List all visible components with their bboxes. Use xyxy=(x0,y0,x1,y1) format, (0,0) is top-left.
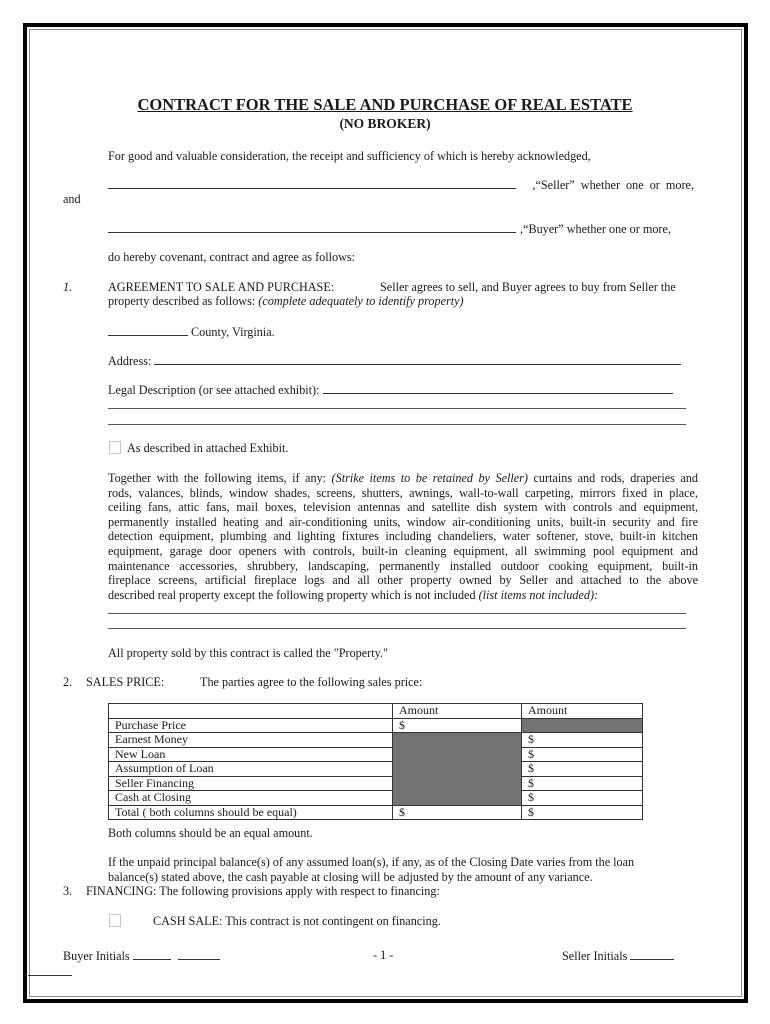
amount-cell[interactable]: $ xyxy=(522,762,643,777)
table-row xyxy=(109,733,643,748)
document-subtitle: (NO BROKER) xyxy=(339,116,431,131)
items-line xyxy=(108,471,698,486)
table-row xyxy=(109,776,643,791)
seller-initials-row xyxy=(562,948,674,964)
amount-cell[interactable]: $ xyxy=(522,733,643,748)
document-title: CONTRACT FOR THE SALE AND PURCHASE OF REAL ESTATE xyxy=(137,95,633,114)
exhibit-checkbox-label: As described in attached Exhibit. xyxy=(127,441,289,455)
seller-row xyxy=(108,177,698,193)
row-label: Seller Financing xyxy=(109,776,393,791)
table-row xyxy=(109,762,643,777)
exhibit-checkbox[interactable] xyxy=(109,441,121,454)
items-line: maintenance accessories, shrubbery, landscaping, permanently installed outdoor cooking equipment, built-in xyxy=(108,558,698,573)
address-label: Address: xyxy=(108,354,152,368)
excluded-items-line-2[interactable] xyxy=(108,628,686,629)
county-row xyxy=(108,324,275,340)
section1-text-line2-italic: (complete adequately to identify property) xyxy=(258,294,464,308)
table-row xyxy=(109,718,643,733)
buyer-name-field[interactable] xyxy=(108,221,516,233)
intro-text: For good and valuable consideration, the receipt and sufficiency of which is hereby acknowledged, xyxy=(108,149,591,163)
sales-price-table xyxy=(108,703,643,820)
cash-sale-label: CASH SALE: This contract is not contingent on financing. xyxy=(153,914,441,928)
items-last-italic: (list items not included): xyxy=(478,587,599,602)
table-header-cell: Amount xyxy=(393,704,522,719)
address-row xyxy=(108,353,681,369)
section2-number: 2. xyxy=(63,675,73,689)
items-line1-rest: curtains and rods, draperies and xyxy=(527,471,698,485)
address-field[interactable] xyxy=(154,353,681,365)
county-label: County, Virginia. xyxy=(191,325,275,339)
buyer-initials-field-1[interactable] xyxy=(133,948,171,960)
section1-heading: AGREEMENT TO SALE AND PURCHASE: xyxy=(108,280,335,294)
row-label: Total ( both columns should be equal) xyxy=(109,805,393,820)
table-header-cell: Amount xyxy=(522,704,643,719)
buyer-initials-label: Buyer Initials xyxy=(63,949,130,963)
section3-heading: FINANCING: The following provisions apply with respect to financing: xyxy=(86,884,440,898)
items-line: equipment, garage door openers with controls, built-in cleaning equipment, all swimming pool equipment and xyxy=(108,543,698,558)
row-label: Purchase Price xyxy=(109,718,393,733)
covenant-text: do hereby covenant, contract and agree as follows: xyxy=(108,250,356,264)
items-line: permanently installed heating and air-conditioning units, window air-conditioning units, built-in security and fire xyxy=(108,514,698,529)
shaded-cell xyxy=(522,718,643,733)
cash-sale-checkbox[interactable] xyxy=(109,914,121,927)
amount-cell[interactable]: $ xyxy=(393,718,522,733)
buyer-initials-field-2[interactable] xyxy=(178,948,220,960)
buyer-row xyxy=(108,221,671,237)
amount-cell[interactable]: $ xyxy=(522,776,643,791)
amount-cell[interactable]: $ xyxy=(522,791,643,806)
row-label: Assumption of Loan xyxy=(109,762,393,777)
items-line: fireplace screens, artificial fireplace logs and all other property owned by Seller and attached to the above xyxy=(108,573,698,588)
legal-description-field[interactable] xyxy=(323,382,673,394)
row-label: Cash at Closing xyxy=(109,791,393,806)
county-field[interactable] xyxy=(108,324,188,336)
amount-cell[interactable]: $ xyxy=(393,805,522,820)
excluded-items-line-1[interactable] xyxy=(108,613,686,614)
items-last-plain: described real property except the following property which is not included xyxy=(108,587,479,602)
table-row xyxy=(109,805,643,820)
row-label: Earnest Money xyxy=(109,733,393,748)
included-items-paragraph xyxy=(108,471,698,602)
variance-line-1: If the unpaid principal balance(s) of any assumed loan(s), if any, as of the Closing Date varies from the loan xyxy=(108,855,635,869)
seller-initials-overflow-line xyxy=(28,975,72,976)
buyer-initials-row xyxy=(63,948,220,964)
items-line: rods, valances, blinds, window shades, screens, shutters, awnings, wall-to-wall carpeting, mirrors fixed in place, xyxy=(108,485,698,500)
items-line: detection equipment, plumbing and lighting fixtures including chandeliers, water softener, stove, built-in kitchen xyxy=(108,529,698,544)
table-header-cell xyxy=(109,704,393,719)
seller-initials-label: Seller Initials xyxy=(562,949,628,963)
section1-text-line2-plain: property described as follows: xyxy=(108,294,259,308)
seller-suffix: ,“Seller” whether one or more, xyxy=(532,178,694,192)
and-label: and xyxy=(63,192,81,206)
row-label: New Loan xyxy=(109,747,393,762)
items-line: ceiling fans, attic fans, mail boxes, television antennas and satellite dish system with controls and equipment, xyxy=(108,500,698,515)
variance-line-2: balance(s) stated above, the cash payable at closing will be adjusted by the amount of any variance. xyxy=(108,870,593,884)
legal-description-line-3[interactable] xyxy=(108,424,686,425)
table-header-row xyxy=(109,704,643,719)
section1-text-line1: Seller agrees to sell, and Buyer agrees to buy from Seller the xyxy=(380,280,676,294)
section1-number: 1. xyxy=(63,280,73,294)
legal-description-line-2[interactable] xyxy=(108,408,686,409)
amount-cell[interactable]: $ xyxy=(522,805,643,820)
items-line1-plain: Together with the following items, if any: xyxy=(108,471,332,485)
legal-description-row xyxy=(108,382,673,398)
buyer-suffix: ,“Buyer” whether one or more, xyxy=(520,222,671,236)
property-definition: All property sold by this contract is called the "Property." xyxy=(108,646,388,660)
shaded-cell xyxy=(393,733,522,806)
seller-name-field[interactable] xyxy=(108,177,516,189)
section3-number: 3. xyxy=(63,884,73,898)
items-line1-italic: (Strike items to be retained by Seller) xyxy=(331,471,528,485)
section2-heading: SALES PRICE: xyxy=(86,675,165,689)
section1-text-line2 xyxy=(108,294,464,309)
table-note: Both columns should be an equal amount. xyxy=(108,826,313,840)
section2-text: The parties agree to the following sales price: xyxy=(200,675,423,689)
page-number: - 1 - xyxy=(373,948,394,962)
legal-description-label: Legal Description (or see attached exhibit): xyxy=(108,383,320,397)
seller-initials-field[interactable] xyxy=(630,948,674,960)
amount-cell[interactable]: $ xyxy=(522,747,643,762)
table-row xyxy=(109,747,643,762)
items-line xyxy=(108,588,698,603)
table-row xyxy=(109,791,643,806)
